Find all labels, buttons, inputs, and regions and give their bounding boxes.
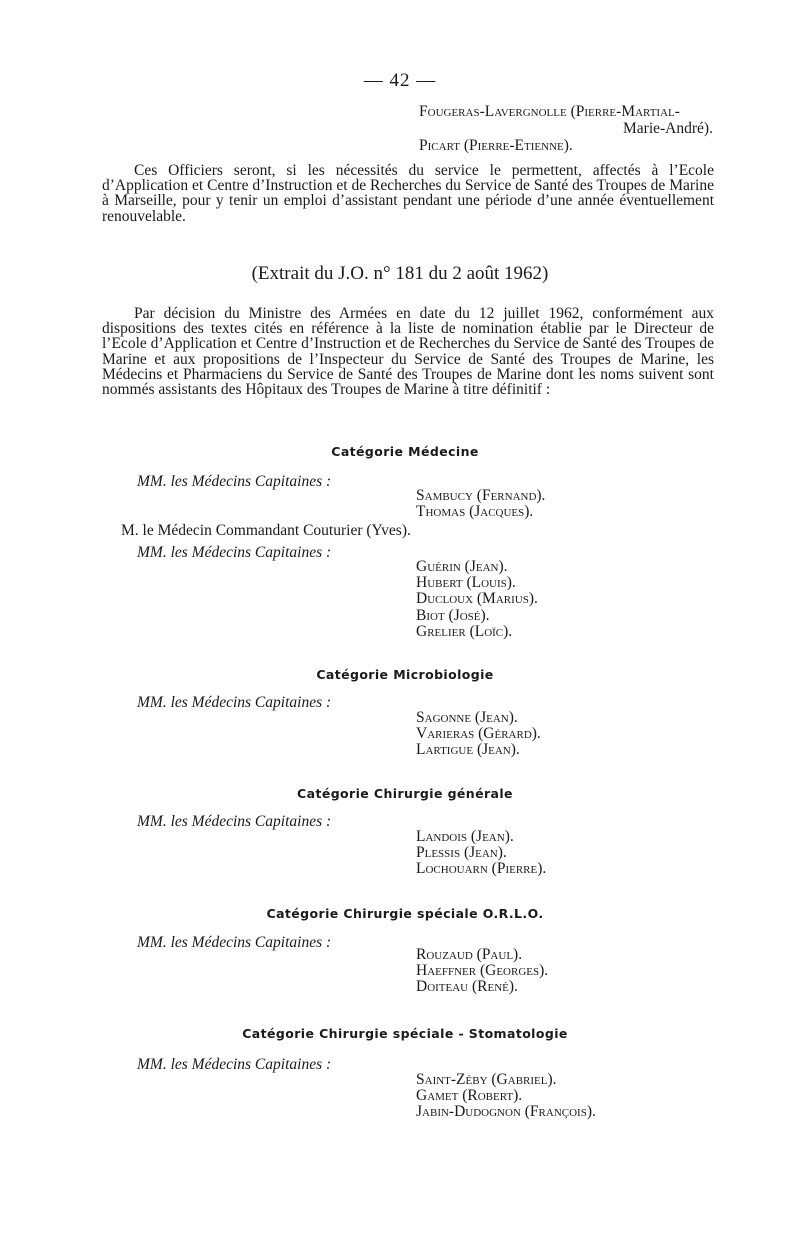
- category-title-stomatologie: Catégorie Chirurgie spéciale - Stomatologie: [242, 1026, 568, 1041]
- rank-label: MM. les Médecins Capitaines :: [137, 473, 332, 490]
- paragraph-officiers: Ces Officiers seront, si les nécessités du service le permettent, affectés à l’Ecole d’Application et Centre d’Instruction et de Recherches du Service de Santé des Troupes de Marine à Marseille, pour y tenir un emploi d’assistant pendant une période d’une année éventuellement renouvelable.: [102, 162, 714, 225]
- list-item: Gamet (Robert).: [416, 1087, 523, 1105]
- list-item: Landois (Jean).: [416, 828, 514, 845]
- name-fougeras-continued: Marie-André).: [623, 120, 713, 137]
- list-item: Doiteau (René).: [416, 978, 518, 996]
- category-title-medecine: Catégorie Médecine: [331, 444, 479, 459]
- paragraph-decision: Par décision du Ministre des Armées en date du 12 juillet 1962, conformément aux dispositions des textes cités en référence à la liste de nomination établie par le Directeur de l’Ecole d’Application et Centre d’Instruction et de Recherches du Service de Santé des Troupes de Marine et aux propositions de l’Inspecteur du Service de Santé des Troupes de Marine, les Médecins et Pharmaciens du Service de Santé des Troupes de Marine dont les noms suivent sont nommés assistants des Hôpitaux des Troupes de Marine à titre définitif :: [102, 305, 714, 399]
- list-item: Saint-Zéby (Gabriel).: [416, 1071, 557, 1088]
- name-list-medecine-1: [416, 488, 545, 520]
- category-title-chirurgie-generale: Catégorie Chirurgie générale: [297, 786, 513, 801]
- list-item: Thomas (Jacques).: [416, 503, 534, 521]
- rank-label: MM. les Médecins Capitaines :: [137, 934, 332, 951]
- list-item: Grelier (Loïc).: [416, 622, 513, 640]
- rank-label: MM. les Médecins Capitaines :: [137, 813, 332, 830]
- name-list-microbiologie: [416, 710, 541, 759]
- category-title-microbiologie: Catégorie Microbiologie: [316, 667, 494, 682]
- extrait-title: (Extrait du J.O. n° 181 du 2 août 1962): [251, 263, 549, 284]
- rank-label: MM. les Médecins Capitaines :: [137, 694, 332, 711]
- list-item: Lartigue (Jean).: [416, 741, 520, 759]
- name-list-stomatologie: [416, 1072, 596, 1121]
- list-item: Ducloux (Marius).: [416, 590, 538, 608]
- list-item: Sambucy (Fernand).: [416, 487, 546, 504]
- list-item: Plessis (Jean).: [416, 844, 507, 862]
- list-item: Biot (José).: [416, 606, 490, 624]
- name-picart: Picart (Pierre-Etienne).: [419, 137, 573, 154]
- list-item: Guérin (Jean).: [416, 558, 508, 575]
- commandant-line: M. le Médecin Commandant Couturier (Yves).: [121, 522, 411, 539]
- page-number: — 42 —: [363, 70, 437, 91]
- rank-label: MM. les Médecins Capitaines :: [137, 1056, 332, 1073]
- category-title-chirurgie-orlo: Catégorie Chirurgie spéciale O.R.L.O.: [266, 906, 544, 921]
- list-item: Jabin-Dudognon (François).: [416, 1103, 596, 1121]
- name-fougeras: Fougeras-Lavergnolle (Pierre-Martial-: [419, 103, 680, 120]
- name-list-chirurgie-generale: [416, 829, 546, 878]
- name-list-medecine-2: [416, 559, 538, 640]
- list-item: Rouzaud (Paul).: [416, 946, 523, 963]
- list-item: Varieras (Gérard).: [416, 725, 541, 743]
- name-list-chirurgie-orlo: [416, 947, 548, 996]
- list-item: Hubert (Louis).: [416, 574, 516, 592]
- rank-label: MM. les Médecins Capitaines :: [137, 544, 332, 561]
- list-item: Sagonne (Jean).: [416, 709, 518, 726]
- list-item: Lochouarn (Pierre).: [416, 860, 547, 878]
- list-item: Haeffner (Georges).: [416, 962, 549, 980]
